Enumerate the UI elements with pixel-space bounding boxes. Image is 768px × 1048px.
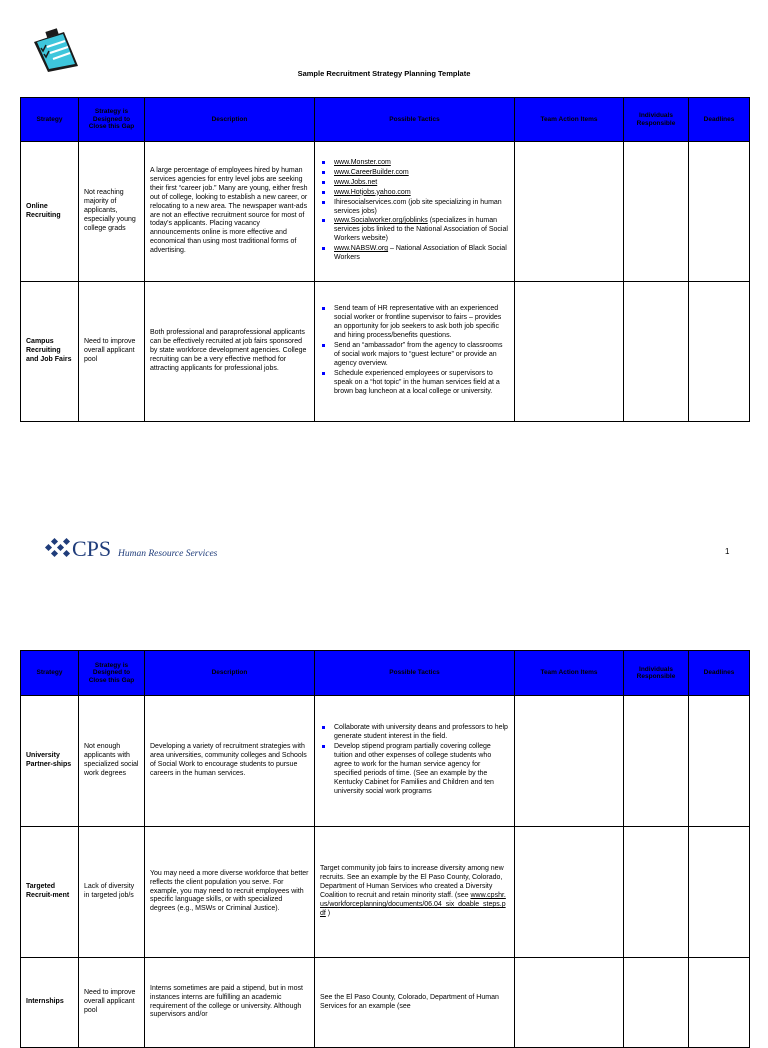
table-row-university-partnerships — [21, 696, 750, 827]
cell-description: Interns sometimes are paid a stipend, but in most instances interns are fulfilling an academic requirement of the college or university. Although supervisors and/or — [145, 958, 315, 1048]
table-header-row — [21, 651, 750, 696]
header-description: Description — [145, 651, 315, 696]
tactic-item: Develop stipend program partially covering college tuition and other expenses of college students who agree to work for the human service agency for specified periods of time. (See an example by the Kentucky Cabinet for Families and Children and ten university social work programs — [320, 743, 509, 797]
cell-team-action — [515, 958, 624, 1048]
cell-gap: Not enough applicants with specialized social work degrees — [79, 696, 145, 827]
header-deadlines: Deadlines — [689, 98, 750, 142]
cell-tactics — [315, 827, 515, 958]
cell-strategy: Targeted Recruit-ment — [21, 827, 79, 958]
cps-tagline: Human Resource Services — [118, 549, 218, 559]
tactic-text: Target community job fairs to increase diversity among new recruits. See an example by the El Paso County, Colorado, Department of Human Services who created a Diversity Coalition to recruit and retain minority staff. (see — [320, 865, 504, 899]
link-nabsw[interactable]: www.NABSW.org — [334, 245, 389, 253]
header-team-action: Team Action Items — [515, 651, 624, 696]
cell-individuals — [624, 827, 689, 958]
cell-deadlines — [689, 282, 750, 422]
cell-individuals — [624, 282, 689, 422]
cps-diamond-icon — [42, 534, 218, 564]
table-row-targeted-recruitment — [21, 827, 750, 958]
cell-gap: Lack of diversity in targeted job/s — [79, 827, 145, 958]
cell-team-action — [515, 696, 624, 827]
cell-description: You may need a more diverse workforce that better reflects the client population you serve. For example, you may need to recruit employees with specific language skills, or with specialized degrees (e.g., MSWs or Criminal Justice). — [145, 827, 315, 958]
cell-team-action — [515, 827, 624, 958]
cps-wordmark: CPS — [72, 536, 112, 561]
header-strategy: Strategy — [21, 98, 79, 142]
header-gap: Strategy is Designed to Close this Gap — [79, 98, 145, 142]
header-strategy: Strategy — [21, 651, 79, 696]
header-description: Description — [145, 98, 315, 142]
page-number: 1 — [725, 547, 730, 556]
tactic-text: (specializes in human services jobs linked to the National Association of Social Workers website) — [334, 217, 508, 243]
link-socialworker[interactable]: www.Socialworker.org/joblinks — [334, 217, 428, 225]
cell-individuals — [624, 142, 689, 282]
table-row-online-recruiting — [21, 142, 750, 282]
header-gap: Strategy is Designed to Close this Gap — [79, 651, 145, 696]
tactic-text-end: ) — [325, 909, 331, 917]
tactic-item — [320, 199, 509, 217]
cell-team-action — [515, 142, 624, 282]
tactic-item — [320, 217, 509, 244]
cell-tactics: See the El Paso County, Colorado, Department of Human Services for an example (see — [315, 958, 515, 1048]
cell-gap: Need to improve overall applicant pool — [79, 958, 145, 1048]
header-deadlines: Deadlines — [689, 651, 750, 696]
header-team-action: Team Action Items — [515, 98, 624, 142]
cell-gap: Need to improve overall applicant pool — [79, 282, 145, 422]
link-hotjobs[interactable]: www.Hotjobs.yahoo.com — [334, 188, 411, 196]
cell-deadlines — [689, 696, 750, 827]
cell-strategy: Online Recruiting — [21, 142, 79, 282]
cell-deadlines — [689, 958, 750, 1048]
link-jobs-net[interactable]: www.Jobs.net — [334, 178, 378, 186]
link-careerbuilder[interactable]: www.CareerBuilder.com — [334, 168, 409, 176]
table-header-row — [21, 98, 750, 142]
cell-tactics — [315, 282, 515, 422]
link-monster[interactable]: www.Monster.com — [334, 158, 391, 166]
document-title: Sample Recruitment Strategy Planning Template — [297, 69, 471, 78]
table-row-internships — [21, 958, 750, 1048]
header-tactics: Possible Tactics — [315, 651, 515, 696]
tactic-item — [320, 179, 509, 188]
tactic-item — [320, 159, 509, 168]
tactic-item: Collaborate with university deans and professors to help generate student interest in the field. — [320, 724, 509, 742]
cps-logo — [42, 534, 218, 569]
tactic-item — [320, 245, 509, 263]
strategy-table-2 — [20, 650, 750, 1048]
cell-description: A large percentage of employees hired by human services agencies for entry level jobs are seeking their first “career job.” Many are young, either fresh out of college, looking to establish a new career, or relocating to a new area. The newspaper want-ads are not an effective recruitment source for most of today's applicants. Placing vacancy announcements online is more effective and economical than using most traditional forms of advertising. — [145, 142, 315, 282]
cell-description: Both professional and paraprofessional applicants can be effectively recruited at job fairs sponsored by state workforce development agencies. College recruiting can be a very effective method for attracting applicants for professional jobs. — [145, 282, 315, 422]
cell-individuals — [624, 696, 689, 827]
cell-team-action — [515, 282, 624, 422]
cell-individuals — [624, 958, 689, 1048]
tactic-item: Send team of HR representative with an experienced social worker or frontline supervisor to fairs – provides an opportunity for job seekers to ask both job specific and hiring process/benefits questions. — [320, 305, 509, 341]
tactic-text: – National Association of Black Social Workers — [334, 245, 507, 262]
header-tactics: Possible Tactics — [315, 98, 515, 142]
table-row-campus-recruiting — [21, 282, 750, 422]
cell-deadlines — [689, 827, 750, 958]
link-six-doable-steps[interactable]: www.cpshr.us/workforceplanning/documents/06.04_six_doable_steps.pdf — [320, 892, 506, 917]
tactic-item — [320, 189, 509, 198]
clipboard-icon — [32, 28, 82, 74]
cell-strategy: Internships — [21, 958, 79, 1048]
tactic-item: Schedule experienced employees or supervisors to speak on a “hot topic” in the human services field at a brown bag luncheon at a local college or university. — [320, 370, 509, 397]
cell-deadlines — [689, 142, 750, 282]
cell-tactics — [315, 142, 515, 282]
header-individuals: Individuals Responsible — [624, 651, 689, 696]
cell-strategy: Campus Recruiting and Job Fairs — [21, 282, 79, 422]
cell-strategy: University Partner-ships — [21, 696, 79, 827]
strategy-table-1 — [20, 97, 750, 422]
cell-gap: Not reaching majority of applicants, especially young college grads — [79, 142, 145, 282]
tactic-text: Ihiresocialservices.com (job site specializing in human services jobs) — [334, 198, 502, 215]
tactic-item: Send an “ambassador” from the agency to classrooms of social work majors to “guest lecture” or provide an agency overview. — [320, 342, 509, 369]
tactic-item — [320, 169, 509, 178]
header-individuals: Individuals Responsible — [624, 98, 689, 142]
cell-tactics — [315, 696, 515, 827]
cell-description: Developing a variety of recruitment strategies with area universities, community colleges and Schools of Social Work to encourage students to pursue careers in the human services. — [145, 696, 315, 827]
